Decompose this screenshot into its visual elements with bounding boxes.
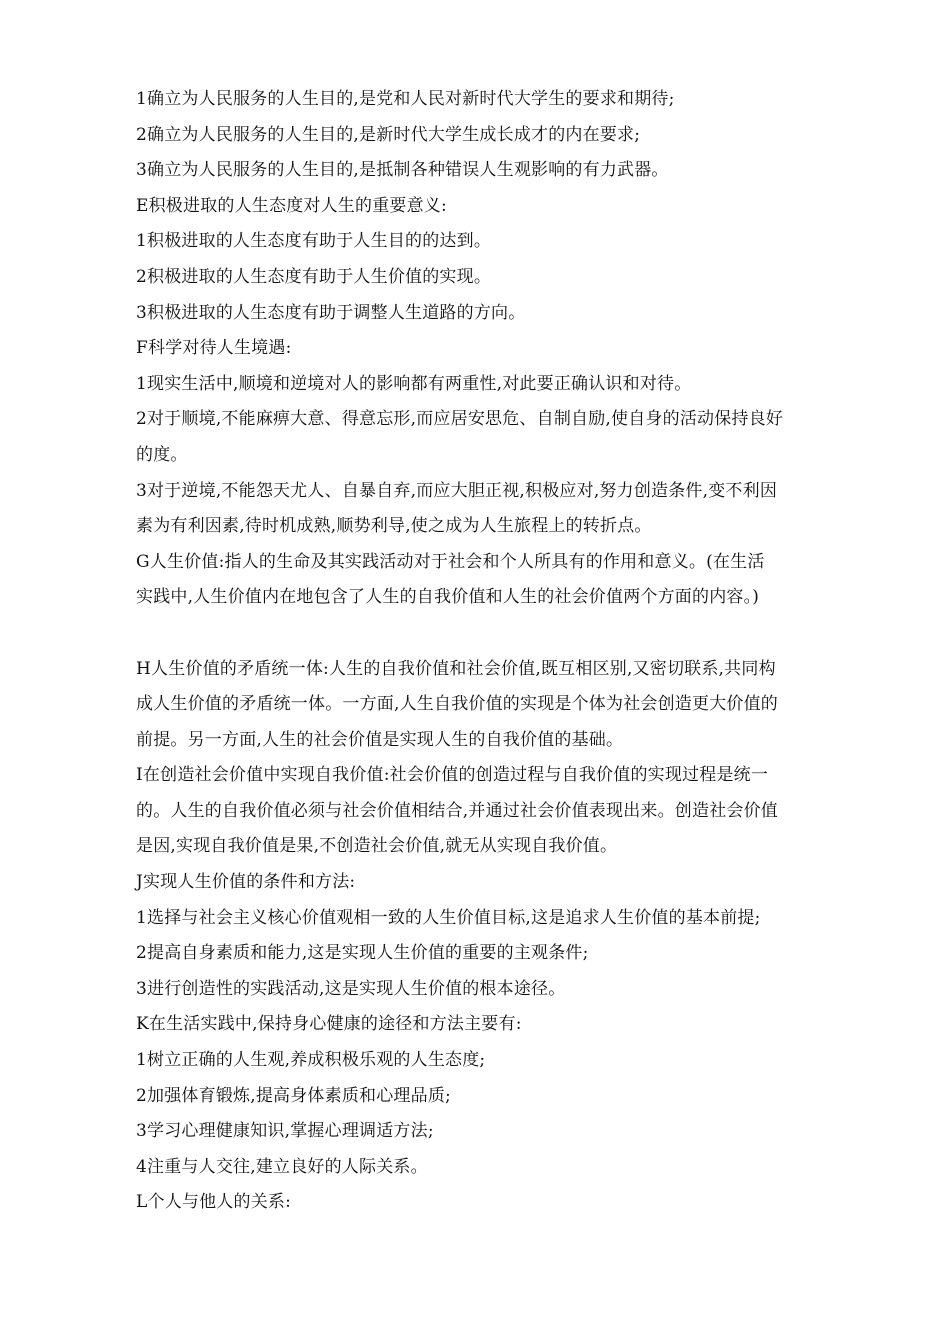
section-heading-e: E积极进取的人生态度对人生的重要意义: [136,195,447,216]
text-line: 3进行创造性的实践活动,这是实现人生价值的根本途径。 [136,978,566,999]
text-line: 的。人生的自我价值必须与社会价值相结合,并通过社会价值表现出来。创造社会价值 [136,800,779,821]
section-heading-g: G人生价值:指人的生命及其实践活动对于社会和个人所具有的作用和意义。(在生活 [136,551,765,572]
text-line: 1积极进取的人生态度有助于人生目的的达到。 [136,231,492,252]
text-line: 实践中,人生价值内在地包含了人生的自我价值和人生的社会价值两个方面的内容。) [136,587,760,608]
text-line: 2提高自身素质和能力,这是实现人生价值的重要的主观条件; [136,943,589,964]
text-line: 1现实生活中,顺境和逆境对人的影响都有两重性,对此要正确认识和对待。 [136,373,692,394]
text-line: 是因,实现自我价值是果,不创造社会价值,就无从实现自我价值。 [136,836,618,857]
document-page [136,82,870,1221]
text-line: 2加强体育锻炼,提高身体素质和心理品质; [136,1085,451,1106]
section-heading-h: H人生价值的矛盾统一体:人生的自我价值和社会价值,既互相区别,又密切联系,共同构 [136,658,776,679]
text-line: 素为有利因素,待时机成熟,顺势利导,使之成为人生旅程上的转折点。 [136,516,652,537]
text-line: 1树立正确的人生观,养成积极乐观的人生态度; [136,1050,486,1071]
text-line: 3积极进取的人生态度有助于调整人生道路的方向。 [136,302,526,323]
section-heading-l: L个人与他人的关系: [136,1192,292,1213]
text-line: 前提。另一方面,人生的社会价值是实现人生的自我价值的基础。 [136,729,624,750]
text-line: 2积极进取的人生态度有助于人生价值的实现。 [136,266,492,287]
text-line: 成人生价值的矛盾统一体。一方面,人生自我价值的实现是个体为社会创造更大价值的 [136,694,779,715]
text-line: 2确立为人民服务的人生目的,是新时代大学生成长成才的内在要求; [136,124,641,145]
section-heading-i: I在创造社会价值中实现自我价值:社会价值的创造过程与自我价值的实现过程是统一 [136,765,769,786]
section-heading-j: J实现人生价值的条件和方法: [136,872,356,893]
section-heading-f: F科学对待人生境遇: [136,338,292,359]
text-line: 3学习心理健康知识,掌握心理调适方法; [136,1121,434,1142]
text-line: 3确立为人民服务的人生目的,是抵制各种错误人生观影响的有力武器。 [136,160,669,181]
text-line: 1确立为人民服务的人生目的,是党和人民对新时代大学生的要求和期待; [136,89,675,109]
text-line: 3对于逆境,不能怨天尤人、自暴自弃,而应大胆正视,积极应对,努力创造条件,变不利因 [136,480,778,501]
text-line: 的度。 [136,444,188,465]
text-line: 1选择与社会主义核心价值观相一致的人生价值目标,这是追求人生价值的基本前提; [136,907,761,928]
text-line: 4注重与人交往,建立良好的人际关系。 [136,1156,428,1177]
text-line: 2对于顺境,不能麻痹大意、得意忘形,而应居安思危、自制自励,使自身的活动保持良好 [136,409,784,430]
blank-line [136,616,870,652]
section-heading-k: K在生活实践中,保持身心健康的途径和方法主要有: [136,1014,522,1035]
